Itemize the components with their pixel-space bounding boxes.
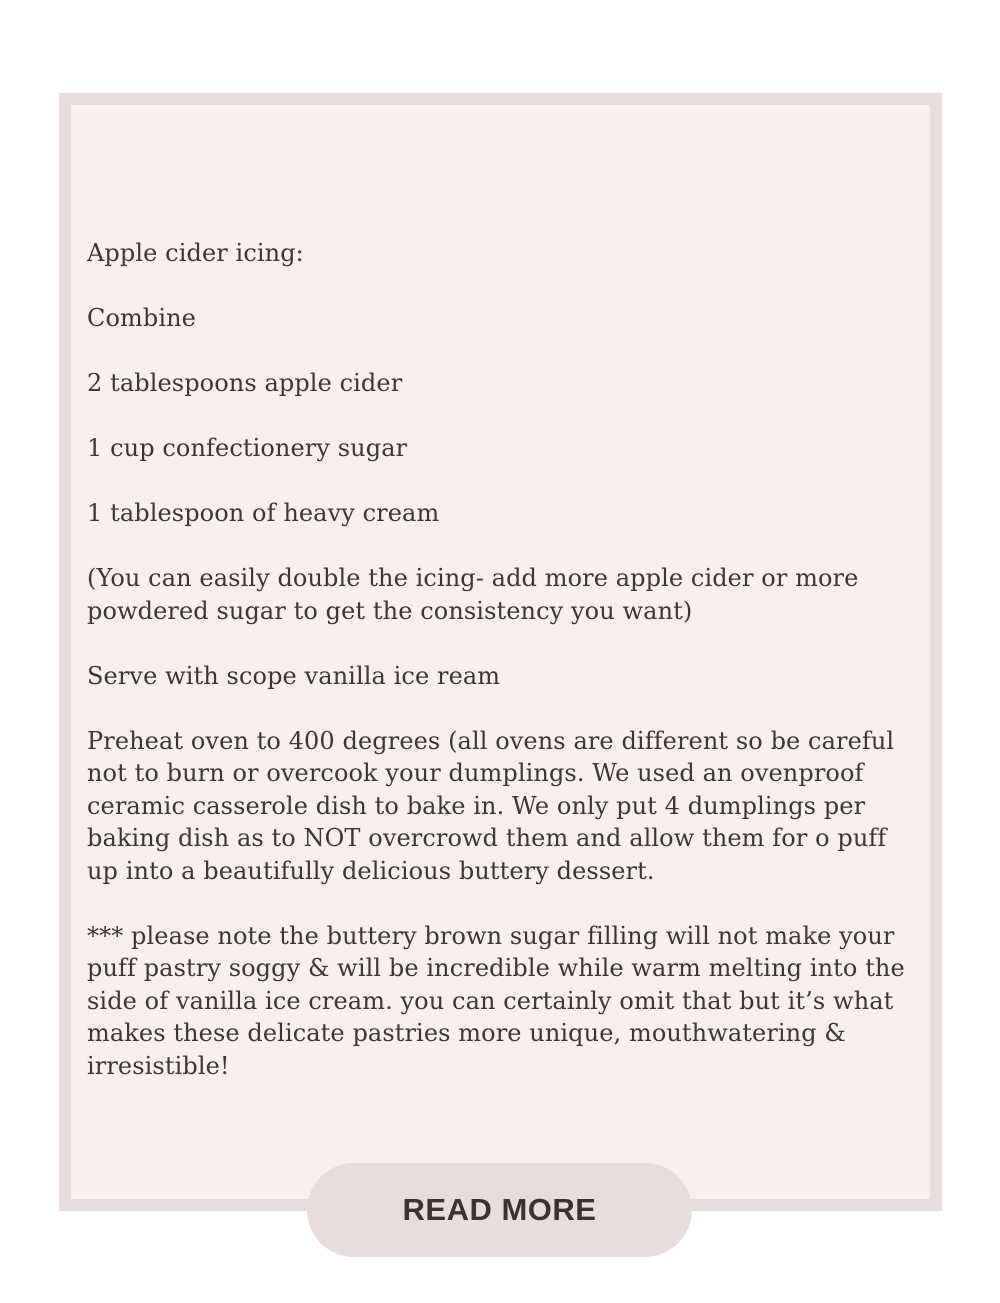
- serving-suggestion: Serve with scope vanilla ice ream: [87, 661, 501, 690]
- recipe-text: [87, 237, 917, 1082]
- combine-instruction: Combine: [87, 304, 196, 332]
- filling-note: *** please note the buttery brown sugar filling will not make your puff pastry soggy & will be incredible while warm melting into the side of vanilla ice cream. you can certainly omit that but it’s what makes these delicate pastries more unique, mouthwatering & irresistible!: [87, 921, 905, 1080]
- recipe-card: [59, 93, 942, 1211]
- ingredient-cream: 1 tablespoon of heavy cream: [87, 499, 440, 527]
- baking-instructions: Preheat oven to 400 degrees (all ovens are different so be careful not to burn or overcook your dumplings. We used an ovenproof ceramic casserole dish to bake in. We only put 4 dumplings per baking dish as to NOT overcrowd them and allow them for o puff up into a beautifully delicious buttery dessert.: [87, 726, 895, 885]
- icing-heading: Apple cider icing:: [87, 239, 304, 267]
- icing-note: (You can easily double the icing- add more apple cider or more powdered sugar to get the consistency you want): [87, 564, 859, 625]
- read-more-button[interactable]: READ MORE: [307, 1163, 692, 1257]
- ingredient-apple-cider: 2 tablespoons apple cider: [87, 369, 403, 397]
- ingredient-sugar: 1 cup confectionery sugar: [87, 434, 408, 462]
